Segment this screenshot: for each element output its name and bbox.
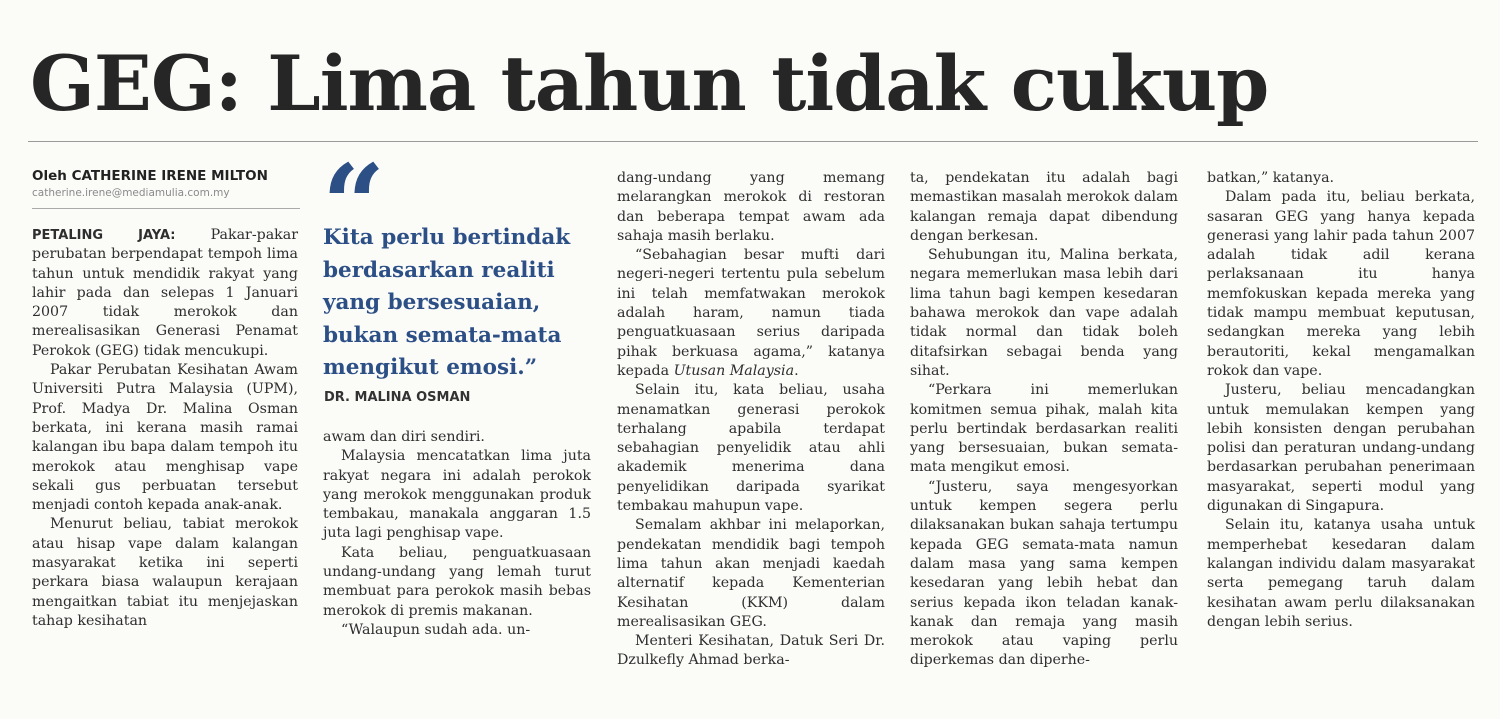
paragraph — [32, 226, 298, 361]
quote-mark-icon: “ — [322, 140, 386, 269]
headline: GEG: Lima tahun tidak cukup — [30, 39, 1269, 128]
paragraph: Selain itu, kata beliau, usaha menamatkan generasi perokok terhalang apabila terdapat sebahagian penyelidik atau ahli akademik menerima dana penyelidikan daripada syarikat tembakau mahupun vape. — [617, 382, 885, 515]
paragraph: Justeru, beliau mencadangkan untuk memulakan kempen yang lebih konsisten dengan perubahan polisi dan peraturan undang-undang berdasarkan perubahan penerimaan masyarakat, seperti modul yang digunakan di Singapura. — [1207, 382, 1475, 515]
dateline: PETALING JAYA: — [32, 228, 176, 243]
paragraph: dang-undang yang memang melarangkan merokok di restoran dan beberapa tempat awam ada sahaja masih berlaku. — [617, 170, 885, 244]
paragraph: Pakar Perubatan Kesihatan Awam Universiti Putra Malaysia (UPM), Prof. Madya Dr. Malina Osman berkata, ini kerana masih ramai kalangan ibu bapa dalam tempoh itu merokok atau menghisap vape sekali gus perbuatan tersebut menjadi contoh kepada anak-anak. — [32, 362, 298, 514]
paragraph: “Walaupun sudah ada. un- — [341, 621, 531, 638]
paragraph: “Justeru, saya mengesyorkan untuk kempen segera perlu dilaksanakan bukan sahaja tertumpu kepada GEG semata-mata namun dalam masa yang sama kempen kesedaran yang lebih hebat dan serius kepada ikon teladan kanak-kanak dan remaja yang masih merokok atau vaping perlu diperkemas dan diperhe- — [910, 478, 1178, 669]
article-column-4 — [910, 169, 1178, 671]
paragraph: Kata beliau, penguatkuasaan undang-undang yang lemah turut membuat para perokok masih bebas merokok di premis makanan. — [323, 544, 591, 619]
paragraph: Selain itu, katanya usaha untuk memperhebat kesedaran dalam kalangan individu dalam masyarakat serta pemegang taruh dalam kesihatan awam perlu dilaksanakan dengan lebih serius. — [1207, 517, 1475, 630]
headline-divider — [28, 141, 1478, 142]
article-column-5 — [1207, 169, 1475, 632]
paragraph-text: Pakar-pakar perubatan berpendapat tempoh lima tahun untuk mendidik rakyat yang lahir pada dan selepas 1 Januari 2007 tidak merokok dan merealisasikan Generasi Penamat Perokok (GEG) tidak mencukupi. — [32, 227, 298, 359]
paragraph: Sehubungan itu, Malina berkata, negara memerlukan masa lebih dari lima tahun bagi kempen kesedaran bahawa merokok dan vape adalah tidak normal dan tidak boleh ditafsirkan sebagai benda yang sihat. — [910, 247, 1178, 379]
paragraph-text: “Sebahagian besar mufti dari negeri-negeri tertentu pula sebelum ini telah memfatwakan merokok adalah haram, namun tiada penguatkuasaan serius daripada pihak berkuasa agama,” katanya kepada — [617, 247, 885, 379]
author-email: catherine.irene@mediamulia.com.my — [32, 187, 230, 199]
pull-quote-attribution: DR. MALINA OSMAN — [324, 390, 471, 405]
article-column-3 — [617, 169, 885, 671]
paragraph: awam dan diri sendiri. — [323, 429, 485, 445]
article-column-2 — [323, 428, 591, 640]
byline-divider — [32, 208, 300, 209]
byline-block — [32, 168, 300, 199]
paragraph: Menteri Kesihatan, Datuk Seri Dr. Dzulkefly Ahmad berka- — [617, 633, 885, 669]
paragraph: ta, pendekatan itu adalah bagi memastikan masalah merokok dalam kalangan remaja dapat dibendung dengan berkesan. — [910, 170, 1178, 244]
byline: Oleh CATHERINE IRENE MILTON — [32, 168, 268, 184]
article-column-1 — [32, 226, 298, 631]
paragraph — [617, 246, 885, 381]
pull-quote: Kita perlu bertindak berdasarkan realiti yang bersesuaian, bukan semata-mata mengikut emosi.” — [323, 225, 571, 380]
paragraph-end: . — [794, 362, 799, 379]
publication-name: Utusan Malaysia — [673, 362, 795, 379]
paragraph: Menurut beliau, tabiat merokok atau hisap vape dalam kalangan masyarakat ketika ini seperti perkara biasa walaupun kerajaan mengaitkan tabiat itu menjejaskan tahap kesihatan — [32, 516, 298, 629]
paragraph: Semalam akhbar ini melaporkan, pendekatan mendidik bagi tempoh lima tahun akan menjadi kaedah alternatif kepada Kementerian Kesihatan (KKM) dalam merealisasikan GEG. — [617, 517, 885, 630]
paragraph: Malaysia mencatatkan lima juta rakyat negara ini adalah perokok yang merokok menggunakan produk tembakau, manakala anggaran 1.5 juta lagi penghisap vape. — [323, 448, 591, 542]
paragraph: Dalam pada itu, beliau berkata, sasaran GEG yang hanya kepada generasi yang lahir pada tahun 2007 adalah tidak adil kerana perlaksanaan itu hanya memfokuskan kepada mereka yang tidak mampu membuat keputusan, sedangkan mereka yang lebih berautoriti, kekal mengamalkan rokok dan vape. — [1207, 189, 1475, 379]
paragraph: “Perkara ini memerlukan komitmen semua pihak, malah kita perlu bertindak berdasarkan realiti yang bersesuaian, bukan semata-mata mengikut emosi. — [910, 382, 1178, 476]
paragraph: batkan,” katanya. — [1207, 170, 1335, 186]
